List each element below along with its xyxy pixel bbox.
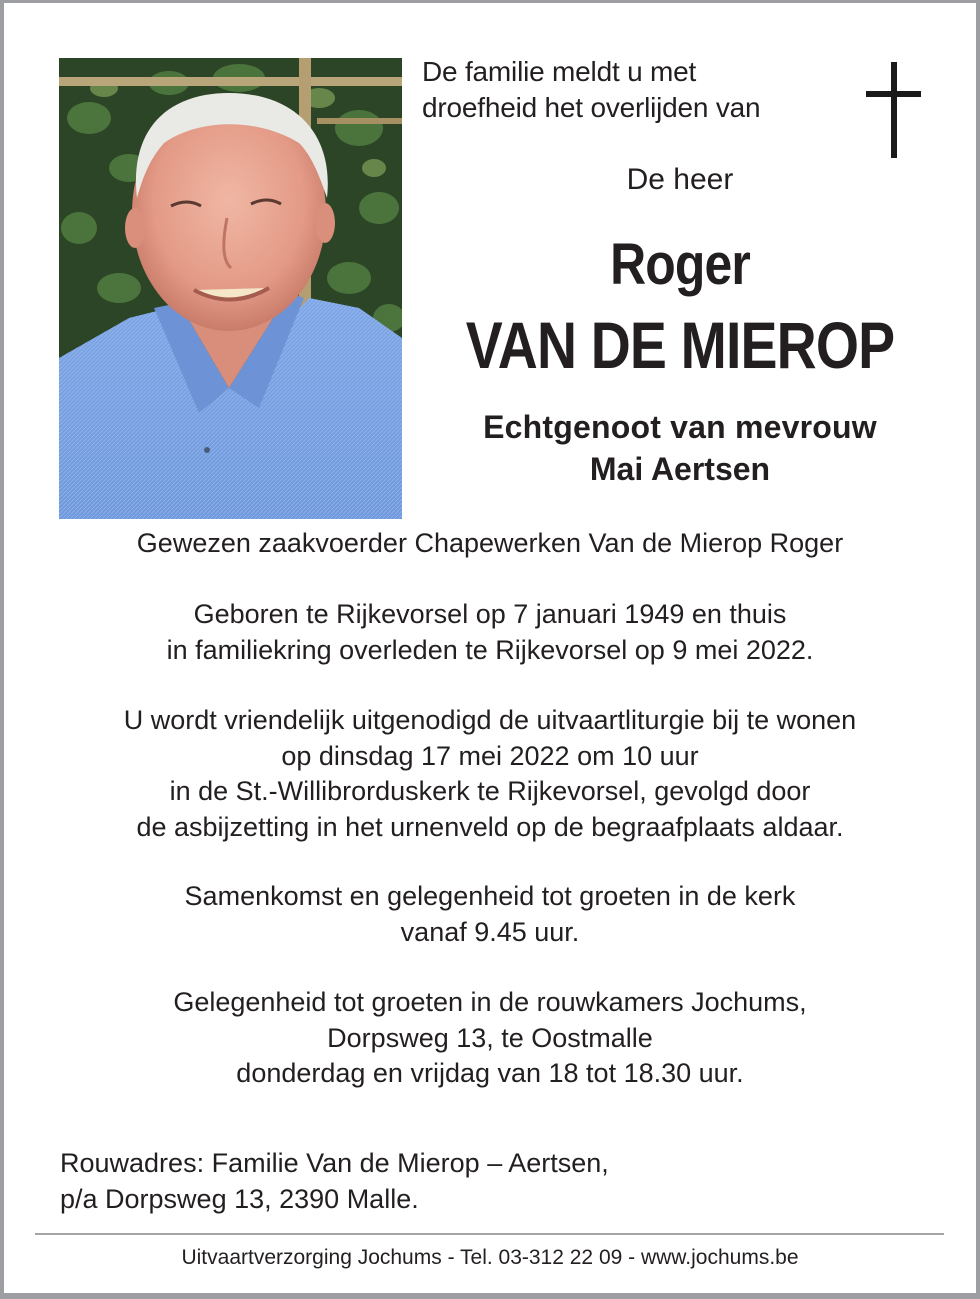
funeral-home-footer: Uitvaartverzorging Jochums - Tel. 03-312 22 09 - www.jochums.be [181,1246,799,1269]
text-line: Samenkomst en gelegenheid tot groeten in de kerk [184,881,796,911]
text-line: de asbijzetting in het urnenveld op de begraafplaats aldaar. [136,811,844,842]
text-line: vanaf 9.45 uur. [400,916,580,947]
deceased-last-name: VAN DE MIEROP [465,308,895,382]
text-line: Gewezen zaakvoerder Chapewerken Van de Mierop Roger [136,528,844,558]
funeral-paragraph [40,703,940,845]
address-line: Rouwadres: Familie Van de Mierop – Aertsen, [60,1148,609,1178]
honorific: De heer [626,163,734,196]
text-line: Dorpsweg 13, te Oostmalle [327,1022,653,1053]
intro-line: De familie meldt u met [422,56,697,87]
address-line: p/a Dorpsweg 13, 2390 Malle. [60,1183,419,1214]
footer-divider [35,1233,944,1235]
text-line: in familiekring overleden te Rijkevorsel op 9 mei 2022. [166,634,814,665]
gathering-paragraph [40,879,940,950]
mourning-address [60,1146,860,1217]
intro-line: droefheid het overlijden van [422,92,761,123]
intro-text [422,54,842,126]
spouse-name: Mai Aertsen [589,451,771,487]
spouse-label: Echtgenoot van mevrouw [483,409,877,445]
text-line: in de St.-Willibrorduskerk te Rijkevorsel, gevolgd door [169,776,811,806]
text-line: Geboren te Rijkevorsel op 7 januari 1949 en thuis [193,599,787,629]
text-line: Gelegenheid tot groeten in de rouwkamers Jochums, [173,987,807,1017]
birth-death-paragraph [40,597,940,668]
text-line: donderdag en vrijdag van 18 tot 18.30 uur. [236,1058,744,1088]
text-line: U wordt vriendelijk uitgenodigd de uitvaartliturgie bij te wonen [123,705,857,735]
portrait-photo [59,58,402,519]
text-line: op dinsdag 17 mei 2022 om 10 uur [281,740,699,771]
portrait-image [59,58,402,519]
latin-cross-icon [866,62,921,158]
occupation-paragraph [40,526,940,562]
deceased-first-name: Roger [610,232,750,297]
visitation-paragraph [40,985,940,1092]
